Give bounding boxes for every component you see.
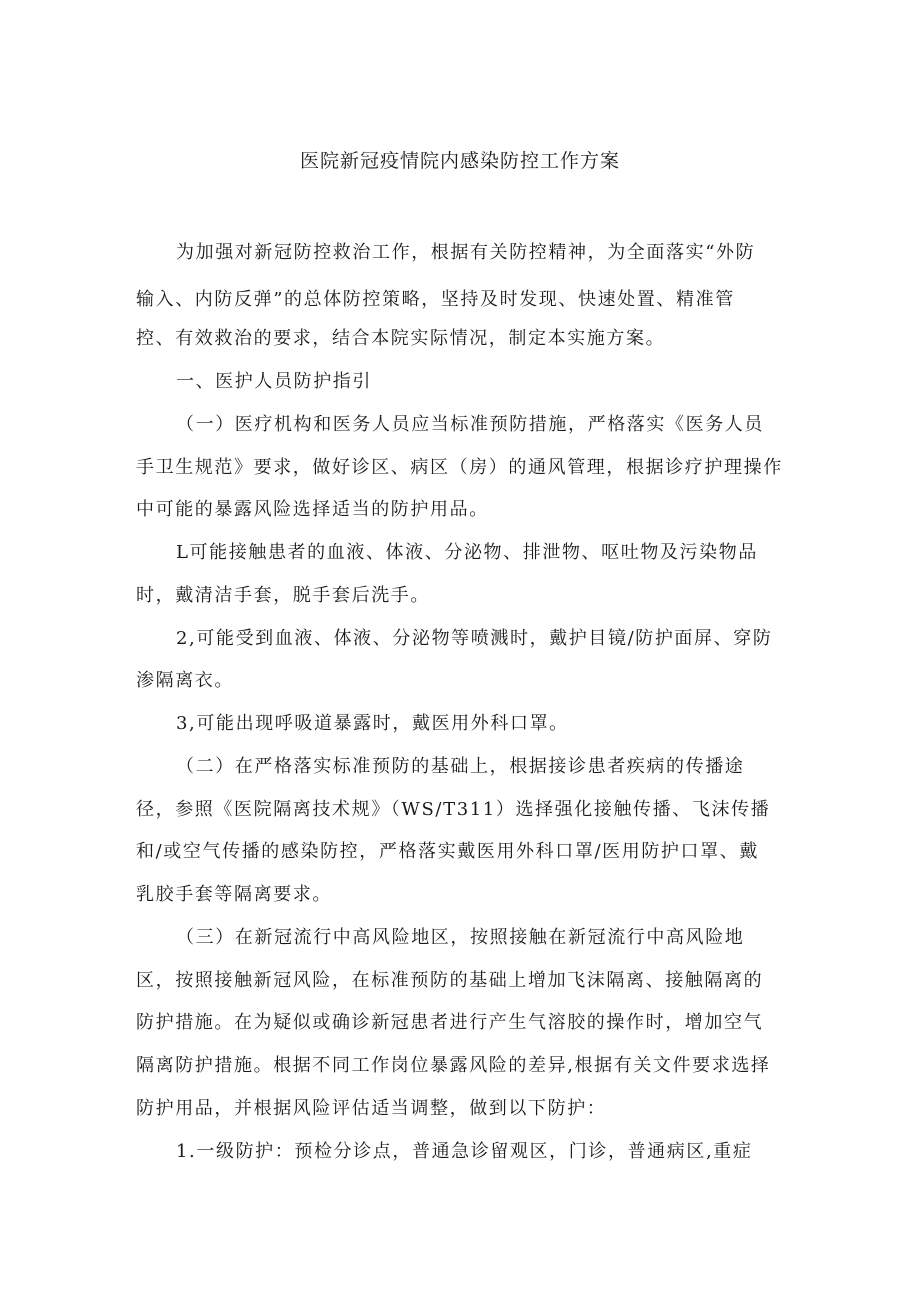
text-line: 区，按照接触新冠风险，在标准预防的基础上增加飞沫隔离、接触隔离的 [136,970,764,991]
text-line: 和/或空气传播的感染防控，严格落实戴医用外科口罩/医用防护口罩、戴 [136,841,759,862]
text-line: 中可能的暴露风险选择适当的防护用品。 [136,499,489,520]
text-line: L可能接触患者的血液、体液、分泌物、排泄物、呕吐物及污染物品 [176,542,758,563]
text-line: 防护用品，并根据风险评估适当调整，做到以下防护： [136,1098,607,1119]
text-line: （一）医疗机构和医务人员应当标准预防措施，严格落实《医务人员 [176,414,764,435]
text-line: 1.一级防护：预检分诊点，普通急诊留观区，门诊，普通病区,重症 [176,1141,753,1162]
text-line: 隔离防护措施。根据不同工作岗位暴露风险的差异,根据有关文件要求选择 [136,1055,771,1076]
text-line: 防护措施。在为疑似或确诊新冠患者进行产生气溶胶的操作时，增加空气 [136,1012,764,1033]
text-line: 输入、内防反弹”的总体防控策略，坚持及时发现、快速处置、精准管 [136,289,735,310]
text-line: 为加强对新冠防控救治工作，根据有关防控精神，为全面落实“外防 [176,242,756,263]
text-line: 3,可能出现呼吸道暴露时，戴医用外科口罩。 [176,713,569,734]
text-line: （二）在严格落实标准预防的基础上，根据接诊患者疾病的传播途 [176,756,745,777]
text-line: 手卫生规范》要求，做好诊区、病区（房）的通风管理，根据诊疗护理操作 [136,457,783,478]
text-line: 控、有效救治的要求，结合本院实际情况，制定本实施方案。 [136,328,666,349]
text-line: 径，参照《医院隔离技术规》（WS/T311）选择强化接触传播、飞沫传播 [136,799,771,820]
text-line: 2,可能受到血液、体液、分泌物等喷溅时，戴护目镜/防护面屏、穿防 [176,628,773,649]
text-line: 渗隔离衣。 [136,670,234,691]
page-title: 医院新冠疫情院内感染防控工作方案 [299,150,620,172]
text-line: （三）在新冠流行中高风险地区，按照接触在新冠流行中高风险地 [176,927,745,948]
section-heading: 一、医护人员防护指引 [176,371,372,392]
text-line: 乳胶手套等隔离要求。 [136,884,332,905]
text-line: 时，戴清洁手套，脱手套后洗手。 [136,585,430,606]
